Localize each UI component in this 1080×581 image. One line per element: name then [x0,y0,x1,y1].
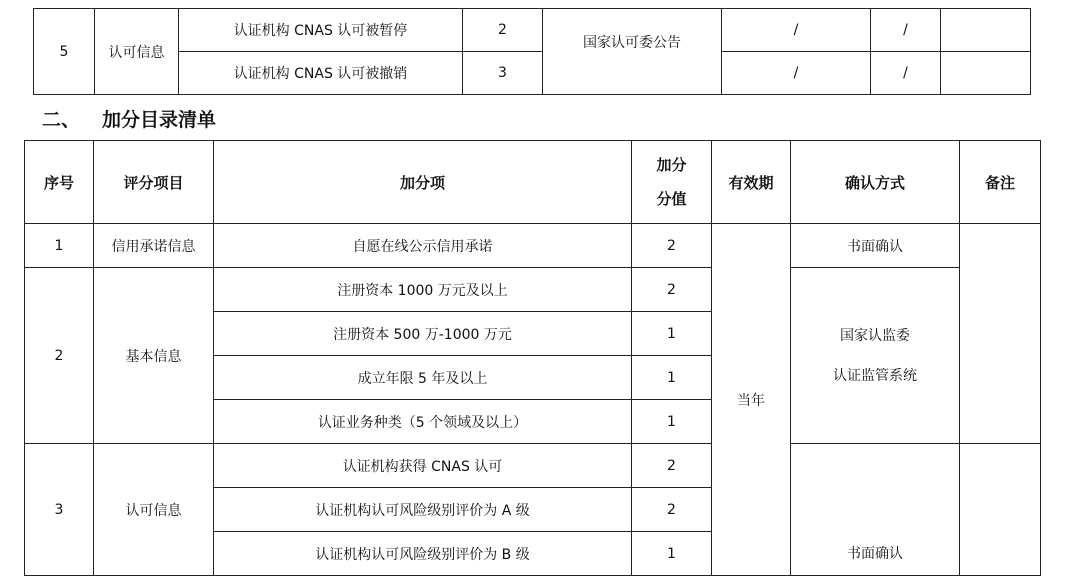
score-cell: 2 [632,224,712,268]
category-cell: 认可信息 [95,9,179,95]
validity-cell: 当年 [712,224,791,576]
score-cell: 2 [632,488,712,532]
header-validity: 有效期 [712,141,791,224]
score-cell: 1 [632,312,712,356]
table-row [25,268,1041,312]
bonus-item-cell: 认证机构认可风险级别评价为 B 级 [214,532,632,576]
header-bonus-item: 加分项 [214,141,632,224]
bonus-item-cell: 自愿在线公示信用承诺 [214,224,632,268]
confirm-cell: 书面确认 [791,444,960,576]
confirm-line2: 认证监管系统 [833,367,917,384]
confirm-cell: 书面确认 [791,224,960,268]
note-cell [960,224,1041,444]
row-index: 5 [34,9,95,95]
header-item: 评分项目 [94,141,214,224]
bonus-item-cell: 认证机构获得 CNAS 认可 [214,444,632,488]
group-item: 信用承诺信息 [94,224,214,268]
header-row [25,141,1041,224]
section-number: 二、 [42,109,81,131]
slash-cell: / [871,52,941,95]
table-row [34,52,1031,95]
header-note: 备注 [960,141,1041,224]
slash-cell: / [871,9,941,52]
group-item: 认可信息 [94,444,214,576]
confirm-cell-system [791,268,960,444]
group-index: 2 [25,268,94,444]
header-index: 序号 [25,141,94,224]
score-cell: 2 [632,268,712,312]
empty-cell [941,9,1031,52]
group-index: 1 [25,224,94,268]
table-row [34,9,1031,52]
score-cell: 2 [632,444,712,488]
section-title: 加分目录清单 [102,109,217,131]
header-score-line1: 加分 [656,156,687,174]
bonus-item-cell: 认证业务种类（5 个领域及以上） [214,400,632,444]
bonus-item-cell: 注册资本 1000 万元及以上 [214,268,632,312]
score-cell: 1 [632,532,712,576]
score-cell: 3 [463,52,543,95]
group-item: 基本信息 [94,268,214,444]
slash-cell: / [722,52,871,95]
section-heading [42,105,216,132]
accreditation-info-table [33,8,1031,95]
source-cell: 国家认可委公告 [543,9,722,95]
table-row [25,444,1041,488]
bonus-item-cell: 注册资本 500 万-1000 万元 [214,312,632,356]
score-cell: 2 [463,9,543,52]
table-row [25,224,1041,268]
item-cell: 认证机构 CNAS 认可被撤销 [179,52,463,95]
bonus-item-cell: 成立年限 5 年及以上 [214,356,632,400]
score-cell: 1 [632,400,712,444]
empty-cell [941,52,1031,95]
slash-cell: / [722,9,871,52]
header-confirm: 确认方式 [791,141,960,224]
header-score [632,141,712,224]
group-index: 3 [25,444,94,576]
confirm-line1: 国家认监委 [840,327,910,344]
bonus-catalog-table [24,140,1041,576]
score-cell: 1 [632,356,712,400]
note-cell [960,444,1041,576]
item-cell: 认证机构 CNAS 认可被暂停 [179,9,463,52]
bonus-item-cell: 认证机构认可风险级别评价为 A 级 [214,488,632,532]
header-score-line2: 分值 [656,190,687,208]
